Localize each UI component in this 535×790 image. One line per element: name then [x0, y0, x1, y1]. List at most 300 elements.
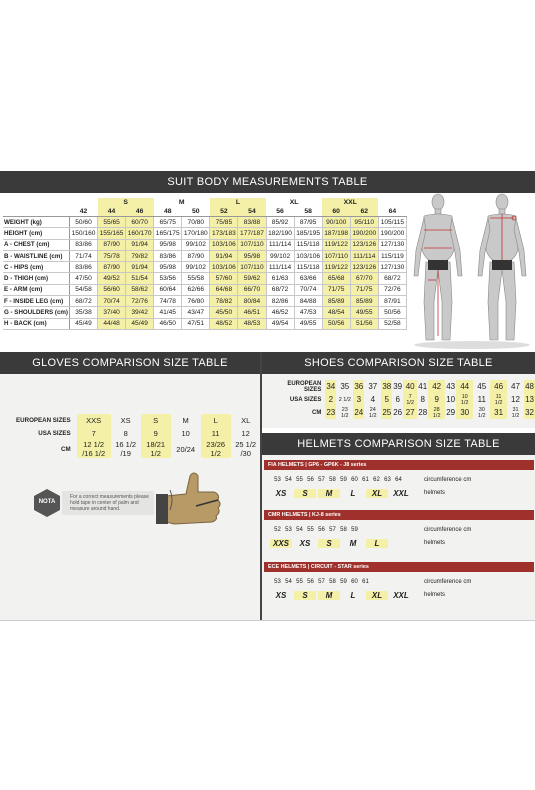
suit-cell: 52/58	[378, 318, 406, 329]
gloves-table-wrap	[14, 414, 261, 458]
helmet-size-row	[270, 537, 390, 549]
helmets-title: HELMETS COMPARISON SIZE TABLE	[297, 438, 500, 450]
suit-row-label: HEIGHT (cm)	[3, 228, 69, 239]
gloves-cell: L	[201, 414, 231, 427]
gloves-table-body	[14, 414, 261, 458]
suit-row-label: H - BACK (cm)	[3, 318, 69, 329]
suit-cell: 45/50	[210, 307, 238, 318]
helmet-size-row	[270, 487, 414, 499]
shoes-cell: 5	[381, 393, 392, 406]
suit-cell: 87/95	[294, 217, 322, 228]
shoes-title: SHOES COMPARISON SIZE TABLE	[304, 357, 493, 369]
suit-row-label: WEIGHT (kg)	[3, 217, 69, 228]
helmet-cm-value: 55	[296, 579, 303, 585]
suit-cell: 66/70	[238, 284, 266, 295]
suit-cell: 85/92	[266, 217, 294, 228]
shoes-cell: 11	[477, 395, 486, 404]
helmet-circumference-label: circumference cm	[424, 477, 472, 483]
gloves-table	[14, 414, 261, 458]
helmet-group-header: FIA HELMETS | GP6 - GP6K - J8 series	[264, 460, 534, 470]
helmet-cm-value: 64	[395, 477, 402, 483]
helmet-size-value: M	[318, 591, 340, 600]
suit-cell: 55/58	[182, 273, 210, 284]
suit-number-size: 60	[322, 207, 350, 217]
suit-cell: 83/86	[69, 262, 97, 273]
suit-cell: 45/49	[69, 318, 97, 329]
suit-cell: 63/66	[294, 273, 322, 284]
suit-cell: 54/58	[69, 284, 97, 295]
suit-number-size: 42	[69, 207, 97, 217]
shoes-cell: 8	[420, 395, 425, 404]
helmet-size-value: XXS	[270, 539, 292, 548]
suit-cell: 91/94	[210, 250, 238, 261]
helmet-size-value: S	[318, 539, 340, 548]
suit-cell: 119/122	[322, 262, 350, 273]
suit-letter-size: L	[210, 198, 266, 207]
shoes-cell: 12	[511, 395, 520, 404]
suit-cell: 107/110	[238, 262, 266, 273]
suit-row	[3, 217, 407, 228]
body-figures	[410, 190, 535, 350]
shoes-cell: 38	[382, 382, 392, 391]
suit-cell: 47/53	[294, 307, 322, 318]
helmet-size-value: L	[366, 539, 388, 548]
suit-cell: 103/106	[210, 239, 238, 250]
suit-cell: 74/78	[154, 296, 182, 307]
helmet-cm-value: 53	[285, 527, 292, 533]
gloves-title-band	[0, 352, 260, 374]
suit-cell: 103/106	[210, 262, 238, 273]
suit-number-size-row	[3, 207, 407, 217]
helmet-cm-value: 60	[351, 477, 358, 483]
suit-cell: 182/190	[266, 228, 294, 239]
gloves-cell: 12 1/2 /16 1/2	[77, 440, 111, 458]
suit-cell: 46/51	[238, 307, 266, 318]
helmet-size-value: XXL	[393, 590, 409, 600]
suit-cell: 99/102	[266, 250, 294, 261]
suit-cell: 76/80	[182, 296, 210, 307]
suit-cell: 43/47	[182, 307, 210, 318]
gloves-cell: S	[141, 414, 171, 427]
gloves-cell: XS	[120, 416, 131, 425]
helmet-size-value: L	[350, 590, 356, 600]
suit-cell: 60/64	[154, 284, 182, 295]
suit-cell: 55/65	[98, 217, 126, 228]
suit-cell: 123/126	[350, 239, 378, 250]
helmet-cm-value: 54	[296, 527, 303, 533]
suit-cell: 105/115	[378, 217, 406, 228]
gloves-cell: 9	[141, 427, 171, 440]
gloves-row-label: CM	[61, 445, 71, 453]
shoes-title-band	[262, 352, 535, 374]
helmet-cm-value: 62	[373, 477, 380, 483]
suit-cell: 64/68	[210, 284, 238, 295]
suit-letter-size: XXL	[322, 198, 378, 207]
suit-cell: 127/130	[378, 239, 406, 250]
helmet-cm-value: 59	[340, 477, 347, 483]
helmet-size-value: XL	[366, 591, 388, 600]
shoes-cell: 27	[403, 406, 417, 419]
helmet-circumference-label: circumference cm	[424, 527, 472, 533]
shoes-cell: 24	[354, 408, 364, 417]
suit-row	[3, 262, 407, 273]
shoes-cell: 10	[446, 395, 456, 404]
helmet-cm-value: 61	[362, 477, 369, 483]
shoes-cell: 42	[428, 380, 445, 393]
suit-cell: 56/60	[98, 284, 126, 295]
suit-cell: 68/72	[69, 296, 97, 307]
suit-cell: 95/98	[154, 239, 182, 250]
suit-table-wrap	[3, 198, 407, 330]
shoes-cell: 31	[490, 406, 507, 419]
shoes-row	[268, 380, 535, 393]
gloves-cell: 20/24	[176, 444, 196, 454]
suit-cell: 37/40	[98, 307, 126, 318]
suit-number-size: 56	[266, 207, 294, 217]
shoes-cell: 32	[525, 408, 534, 417]
suit-cell: 65/75	[154, 217, 182, 228]
shoes-cell: 2 1/2	[338, 396, 351, 403]
suit-cell: 49/55	[294, 318, 322, 329]
suit-cell: 70/74	[294, 284, 322, 295]
gloves-cell: XL	[241, 416, 251, 425]
suit-number-size: 50	[182, 207, 210, 217]
suit-cell: 72/76	[378, 284, 406, 295]
helmet-cm-row	[272, 475, 404, 485]
helmet-cm-value: 53	[274, 579, 281, 585]
suit-cell: 41/45	[154, 307, 182, 318]
shoes-cell: 4	[370, 395, 376, 404]
suit-cell: 50/56	[378, 307, 406, 318]
gloves-cell: 16 1/2 /19	[115, 440, 137, 458]
suit-cell: 127/130	[378, 262, 406, 273]
suit-cell: 150/160	[69, 228, 97, 239]
suit-cell: 57/60	[210, 273, 238, 284]
suit-row	[3, 228, 407, 239]
suit-cell: 67/70	[350, 273, 378, 284]
shoes-cell: 24 1/2	[368, 406, 377, 419]
shoes-row-label: USA SIZES	[289, 396, 322, 403]
suit-cell: 185/195	[294, 228, 322, 239]
shoes-cell: 40	[403, 380, 417, 393]
helmet-cm-value: 53	[274, 477, 281, 483]
helmet-cm-value: 63	[384, 477, 391, 483]
helmet-size-row	[270, 589, 414, 601]
suit-number-size: 46	[126, 207, 154, 217]
helmet-cm-value: 59	[351, 527, 358, 533]
suit-cell: 90/100	[322, 217, 350, 228]
suit-cell: 65/68	[322, 273, 350, 284]
helmet-size-value: S	[294, 591, 316, 600]
helmet-size-value: XS	[275, 590, 287, 600]
gloves-cell: 18/21 1/2	[141, 440, 171, 458]
shoes-cell: 23	[326, 408, 336, 417]
suit-cell: 165/175	[154, 228, 182, 239]
helmet-cm-value: 55	[296, 477, 303, 483]
helmet-cm-value: 59	[340, 579, 347, 585]
suit-row	[3, 318, 407, 329]
helmet-cm-row	[272, 525, 360, 535]
suit-cell: 59/62	[238, 273, 266, 284]
shoes-cell: 37	[368, 382, 378, 391]
shoes-cell: 11 1/2	[490, 393, 507, 406]
suit-cell: 82/86	[266, 296, 294, 307]
suit-cell: 87/90	[98, 239, 126, 250]
gloves-cell: XXS	[77, 414, 111, 427]
suit-letter-size: M	[178, 199, 185, 206]
suit-row	[3, 273, 407, 284]
suit-cell: 71/75	[322, 284, 350, 295]
thumbs-up-glove-icon	[156, 470, 228, 530]
suit-cell: 87/90	[182, 250, 210, 261]
suit-cell: 91/94	[126, 239, 154, 250]
helmet-size-value: XS	[299, 538, 311, 548]
suit-cell: 160/170	[126, 228, 154, 239]
suit-cell: 35/38	[69, 307, 97, 318]
shoes-cell: 30 1/2	[477, 406, 486, 419]
shoes-cell: 45	[477, 382, 487, 391]
suit-letter-size: S	[98, 198, 154, 207]
suit-cell: 72/76	[126, 296, 154, 307]
suit-cell: 46/52	[266, 307, 294, 318]
shoes-table-body	[268, 380, 535, 419]
suit-cell: 49/55	[350, 307, 378, 318]
suit-cell: 173/183	[210, 228, 238, 239]
suit-cell: 79/82	[126, 250, 154, 261]
suit-cell: 95/98	[154, 262, 182, 273]
helmet-cm-row	[272, 577, 371, 587]
helmet-helmets-label: helmets	[424, 540, 446, 546]
shoes-cell: 31 1/2	[511, 406, 520, 419]
suit-cell: 48/52	[210, 318, 238, 329]
suit-letter-size-row	[3, 198, 407, 207]
helmet-cm-value: 57	[329, 527, 336, 533]
shoes-cell: 2	[325, 393, 336, 406]
shoes-cell: 3	[353, 393, 364, 406]
helmet-cm-value: 58	[340, 527, 347, 533]
suit-row-label: G - SHOULDERS (cm)	[3, 307, 69, 318]
suit-cell: 70/80	[182, 217, 210, 228]
suit-cell: 115/118	[294, 239, 322, 250]
helmet-cm-value: 56	[318, 527, 325, 533]
suit-cell: 48/54	[322, 307, 350, 318]
suit-cell: 50/60	[69, 217, 97, 228]
shoes-cell: 43	[446, 382, 456, 391]
shoes-cell: 10 1/2	[456, 393, 473, 406]
suit-cell: 61/63	[266, 273, 294, 284]
suit-cell: 187/198	[322, 228, 350, 239]
nota-badge	[32, 488, 62, 518]
suit-cell: 95/110	[350, 217, 378, 228]
helmet-size-value: XXL	[393, 488, 409, 498]
gloves-cell: 10	[181, 429, 190, 438]
suit-cell: 87/90	[98, 262, 126, 273]
suit-cell: 39/42	[126, 307, 154, 318]
helmet-size-value: M	[349, 538, 357, 548]
gloves-cell: 23/26 1/2	[201, 440, 231, 458]
glove-hand-image	[156, 470, 228, 530]
suit-cell: 99/102	[182, 239, 210, 250]
suit-cell: 53/56	[154, 273, 182, 284]
suit-cell: 68/72	[266, 284, 294, 295]
shoes-cell: 13	[525, 395, 534, 404]
gloves-cell: 25 1/2 /30	[235, 440, 257, 458]
shoes-cell: 23 1/2	[340, 406, 349, 419]
nota-label: NOTA	[38, 499, 56, 505]
suit-cell: 49/52	[98, 273, 126, 284]
suit-cell: 123/126	[350, 262, 378, 273]
suit-row-label: D - THIGH (cm)	[3, 273, 69, 284]
helmet-size-value: S	[294, 489, 316, 498]
suit-row	[3, 250, 407, 261]
bottom-divider	[0, 620, 535, 621]
shoes-cell: 29	[446, 408, 456, 417]
shoes-cell: 9	[428, 393, 445, 406]
suit-cell: 51/54	[126, 273, 154, 284]
suit-cell: 177/187	[238, 228, 266, 239]
helmet-cm-value: 57	[318, 477, 325, 483]
shoes-cell: 28	[418, 408, 428, 417]
shoes-cell: 41	[418, 382, 428, 391]
gloves-row	[14, 427, 261, 440]
suit-cell: 85/89	[322, 296, 350, 307]
helmet-cm-value: 54	[285, 477, 292, 483]
suit-cell: 95/98	[238, 250, 266, 261]
shoes-row-label: EUROPEAN SIZES	[287, 380, 322, 393]
helmet-cm-value: 55	[307, 527, 314, 533]
shoes-cell: 46	[490, 380, 507, 393]
suit-number-size: 48	[154, 207, 182, 217]
suit-cell: 47/51	[182, 318, 210, 329]
suit-cell: 70/74	[98, 296, 126, 307]
suit-row-label: C - HIPS (cm)	[3, 262, 69, 273]
gloves-cell: 11	[201, 427, 231, 440]
shoes-cell: 47	[511, 382, 520, 391]
suit-cell: 50/56	[322, 318, 350, 329]
body-figure-icons	[410, 190, 535, 350]
suit-cell: 51/56	[350, 318, 378, 329]
suit-cell: 190/200	[378, 228, 406, 239]
suit-number-size: 62	[350, 207, 378, 217]
helmet-size-value: XS	[275, 488, 287, 498]
suit-row	[3, 284, 407, 295]
suit-cell: 58/62	[126, 284, 154, 295]
suit-cell: 111/114	[266, 239, 294, 250]
suit-row-label: A - CHEST (cm)	[3, 239, 69, 250]
shoes-cell: 25	[382, 408, 392, 417]
suit-cell: 107/110	[322, 250, 350, 261]
helmet-cm-value: 52	[274, 527, 281, 533]
suit-cell: 119/122	[322, 239, 350, 250]
suit-cell: 60/70	[126, 217, 154, 228]
suit-cell: 103/106	[294, 250, 322, 261]
suit-cell: 80/84	[238, 296, 266, 307]
shoes-row	[268, 406, 535, 419]
helmets-title-band	[262, 433, 535, 455]
suit-cell: 68/72	[378, 273, 406, 284]
suit-cell: 85/89	[350, 296, 378, 307]
suit-cell: 99/102	[182, 262, 210, 273]
helmet-cm-value: 57	[318, 579, 325, 585]
helmet-size-value: M	[318, 489, 340, 498]
helmet-helmets-label: helmets	[424, 592, 446, 598]
suit-cell: 170/180	[182, 228, 210, 239]
suit-title: SUIT BODY MEASUREMENTS TABLE	[167, 176, 368, 188]
gloves-row	[14, 440, 261, 458]
suit-row	[3, 307, 407, 318]
suit-cell: 45/49	[126, 318, 154, 329]
suit-cell: 71/75	[350, 284, 378, 295]
suit-cell: 115/118	[294, 262, 322, 273]
helmet-cm-value: 60	[351, 579, 358, 585]
suit-cell: 107/110	[238, 239, 266, 250]
suit-number-size: 64	[378, 207, 406, 217]
suit-letter-size: XL	[289, 199, 299, 206]
suit-row-label: F - INSIDE LEG (cm)	[3, 296, 69, 307]
helmet-group-header: CMR HELMETS | KJ-8 series	[264, 510, 534, 520]
shoes-cell: 26	[393, 408, 403, 417]
gloves-cell: 8	[123, 429, 128, 438]
helmet-size-value: XL	[366, 489, 388, 498]
suit-cell: 83/88	[238, 217, 266, 228]
suit-row	[3, 239, 407, 250]
suit-row-label: E - ARM (cm)	[3, 284, 69, 295]
nota-note-text: For a correct measurements please hold tape in center of palm and measure around hand.	[70, 494, 149, 512]
shoes-cell: 34	[326, 382, 336, 391]
suit-cell: 75/78	[98, 250, 126, 261]
shoes-table-wrap	[268, 380, 535, 419]
suit-table-body	[3, 217, 407, 330]
shoes-row-label: CM	[312, 409, 322, 416]
gloves-cell: 12	[241, 429, 250, 438]
gloves-row-label: USA SIZES	[38, 430, 71, 437]
suit-cell: 111/114	[350, 250, 378, 261]
helmet-cm-value: 58	[329, 579, 336, 585]
suit-cell: 87/91	[378, 296, 406, 307]
helmet-cm-value: 54	[285, 579, 292, 585]
shoes-cell: 48	[525, 382, 534, 391]
suit-row-label: B - WAISTLINE (cm)	[3, 250, 69, 261]
suit-cell: 78/82	[210, 296, 238, 307]
shoes-row	[268, 393, 535, 406]
suit-cell: 155/165	[98, 228, 126, 239]
helmet-group-header: ECE HELMETS | CIRCUIT - STAR series	[264, 562, 534, 572]
shoes-cell: 35	[340, 382, 350, 391]
helmet-size-value: L	[350, 488, 356, 498]
gloves-title: GLOVES COMPARISON SIZE TABLE	[32, 357, 228, 369]
suit-cell: 83/86	[69, 239, 97, 250]
shoes-cell: 6	[395, 395, 400, 404]
suit-cell: 111/114	[266, 262, 294, 273]
helmet-cm-value: 56	[307, 579, 314, 585]
gloves-cell: 7	[77, 427, 111, 440]
helmet-cm-value: 56	[307, 477, 314, 483]
suit-table	[3, 198, 407, 330]
suit-cell: 49/54	[266, 318, 294, 329]
suit-cell: 190/200	[350, 228, 378, 239]
suit-cell: 115/119	[378, 250, 406, 261]
suit-cell: 91/94	[126, 262, 154, 273]
suit-cell: 47/50	[69, 273, 97, 284]
suit-number-size: 52	[210, 207, 238, 217]
gloves-row	[14, 414, 261, 427]
suit-cell: 83/86	[154, 250, 182, 261]
shoes-cell: 39	[393, 382, 403, 391]
shoes-cell: 36	[354, 382, 364, 391]
helmet-cm-value: 58	[329, 477, 336, 483]
gloves-row-label: EUROPEAN SIZES	[16, 417, 71, 424]
suit-cell: 44/48	[98, 318, 126, 329]
